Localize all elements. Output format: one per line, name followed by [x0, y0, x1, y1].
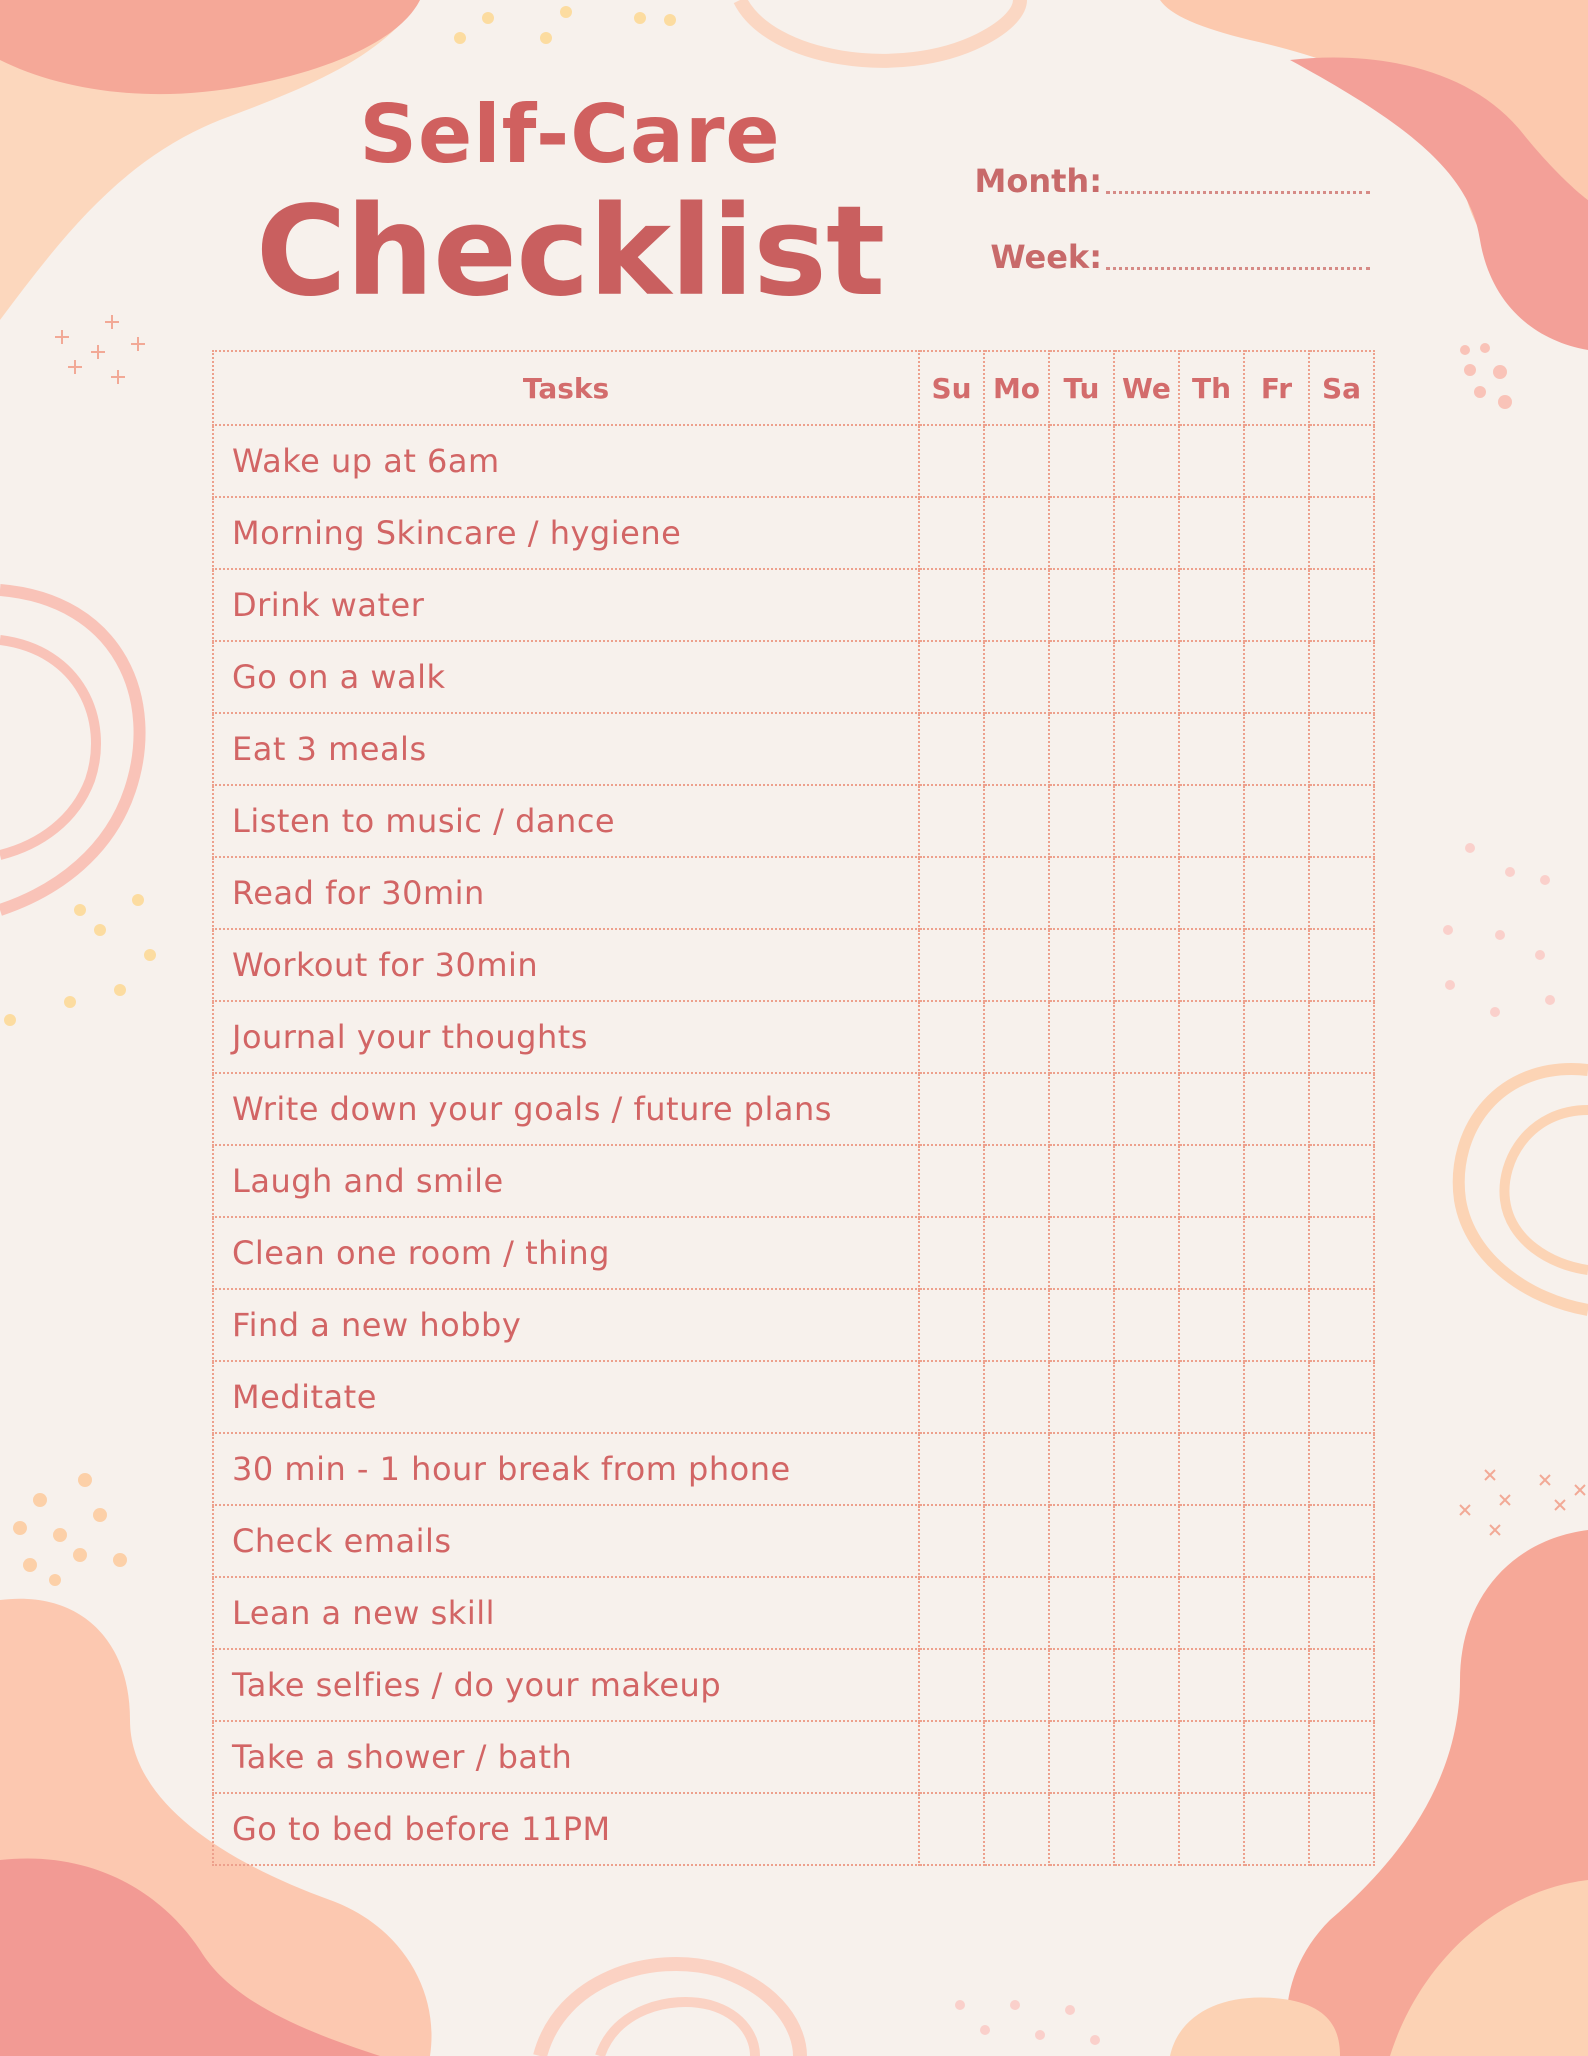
check-cell-fr[interactable] [1244, 713, 1309, 785]
check-cell-th[interactable] [1179, 425, 1244, 497]
check-cell-we[interactable] [1114, 497, 1179, 569]
check-cell-mo[interactable] [984, 1289, 1049, 1361]
check-cell-fr[interactable] [1244, 497, 1309, 569]
check-cell-su[interactable] [919, 1793, 984, 1865]
check-cell-we[interactable] [1114, 1001, 1179, 1073]
check-cell-tu[interactable] [1049, 1649, 1114, 1721]
task-row [213, 1361, 1374, 1433]
check-cell-mo[interactable] [984, 569, 1049, 641]
check-cell-we[interactable] [1114, 785, 1179, 857]
arc-right-outer [1459, 1069, 1588, 1310]
task-row [213, 1721, 1374, 1793]
check-cell-we[interactable] [1114, 1217, 1179, 1289]
check-cell-tu[interactable] [1049, 497, 1114, 569]
check-cell-mo[interactable] [984, 1433, 1049, 1505]
check-cell-sa[interactable] [1309, 1505, 1374, 1577]
task-label: Take selfies / do your makeup [213, 1649, 919, 1721]
check-cell-tu[interactable] [1049, 929, 1114, 1001]
check-cell-th[interactable] [1179, 1721, 1244, 1793]
task-row [213, 641, 1374, 713]
check-cell-su[interactable] [919, 929, 984, 1001]
task-label: Read for 30min [213, 857, 919, 929]
task-row [213, 1073, 1374, 1145]
check-cell-su[interactable] [919, 785, 984, 857]
check-cell-su[interactable] [919, 569, 984, 641]
check-cell-we[interactable] [1114, 1433, 1179, 1505]
day-header-th: Th [1179, 351, 1244, 425]
check-cell-we[interactable] [1114, 857, 1179, 929]
task-label: Go on a walk [213, 641, 919, 713]
day-header-su: Su [919, 351, 984, 425]
check-cell-th[interactable] [1179, 1289, 1244, 1361]
check-cell-we[interactable] [1114, 425, 1179, 497]
task-label: Workout for 30min [213, 929, 919, 1001]
check-cell-th[interactable] [1179, 1001, 1244, 1073]
check-cell-tu[interactable] [1049, 641, 1114, 713]
check-cell-su[interactable] [919, 1289, 984, 1361]
dots-right-middle [1443, 843, 1555, 1017]
task-row [213, 569, 1374, 641]
check-cell-we[interactable] [1114, 1145, 1179, 1217]
check-cell-fr[interactable] [1244, 1577, 1309, 1649]
dots-bottom-left [13, 1473, 127, 1586]
task-label: Go to bed before 11PM [213, 1793, 919, 1865]
check-cell-sa[interactable] [1309, 1649, 1374, 1721]
check-cell-mo[interactable] [984, 641, 1049, 713]
check-cell-su[interactable] [919, 713, 984, 785]
arc-top-center [740, 0, 1020, 61]
check-cell-su[interactable] [919, 1505, 984, 1577]
task-label: Laugh and smile [213, 1145, 919, 1217]
check-cell-mo[interactable] [984, 1217, 1049, 1289]
check-cell-we[interactable] [1114, 1289, 1179, 1361]
dots-top [454, 6, 676, 44]
check-cell-tu[interactable] [1049, 425, 1114, 497]
day-header-sa: Sa [1309, 351, 1374, 425]
task-label: Eat 3 meals [213, 713, 919, 785]
check-cell-th[interactable] [1179, 1073, 1244, 1145]
check-cell-we[interactable] [1114, 569, 1179, 641]
check-cell-su[interactable] [919, 425, 984, 497]
check-cell-th[interactable] [1179, 569, 1244, 641]
check-cell-mo[interactable] [984, 1073, 1049, 1145]
check-cell-su[interactable] [919, 857, 984, 929]
title-line-1: Self-Care [359, 88, 781, 181]
check-cell-tu[interactable] [1049, 1361, 1114, 1433]
check-cell-we[interactable] [1114, 1793, 1179, 1865]
check-cell-mo[interactable] [984, 857, 1049, 929]
check-cell-th[interactable] [1179, 497, 1244, 569]
task-label: Wake up at 6am [213, 425, 919, 497]
check-cell-tu[interactable] [1049, 713, 1114, 785]
task-row [213, 1217, 1374, 1289]
check-cell-we[interactable] [1114, 1721, 1179, 1793]
check-cell-sa[interactable] [1309, 1433, 1374, 1505]
check-cell-su[interactable] [919, 641, 984, 713]
check-cell-mo[interactable] [984, 1505, 1049, 1577]
arc-right-inner [1504, 1110, 1588, 1270]
check-cell-mo[interactable] [984, 1721, 1049, 1793]
task-row [213, 929, 1374, 1001]
task-label: Drink water [213, 569, 919, 641]
day-header-fr: Fr [1244, 351, 1309, 425]
check-cell-tu[interactable] [1049, 1001, 1114, 1073]
check-cell-fr[interactable] [1244, 1073, 1309, 1145]
month-field [960, 150, 1370, 200]
check-cell-su[interactable] [919, 1649, 984, 1721]
task-row [213, 1793, 1374, 1865]
task-label: Take a shower / bath [213, 1721, 919, 1793]
check-cell-th[interactable] [1179, 1649, 1244, 1721]
check-cell-mo[interactable] [984, 1001, 1049, 1073]
day-header-tu: Tu [1049, 351, 1114, 425]
week-field [960, 226, 1370, 276]
dots-bottom-center [955, 2000, 1100, 2045]
task-row [213, 1433, 1374, 1505]
check-cell-fr[interactable] [1244, 1289, 1309, 1361]
check-cell-fr[interactable] [1244, 1361, 1309, 1433]
check-cell-mo[interactable] [984, 425, 1049, 497]
task-row [213, 1505, 1374, 1577]
check-cell-su[interactable] [919, 1721, 984, 1793]
task-row [213, 857, 1374, 929]
day-header-we: We [1114, 351, 1179, 425]
task-row [213, 1289, 1374, 1361]
check-cell-fr[interactable] [1244, 569, 1309, 641]
check-cell-we[interactable] [1114, 929, 1179, 1001]
check-cell-th[interactable] [1179, 857, 1244, 929]
check-cell-tu[interactable] [1049, 1217, 1114, 1289]
check-cell-fr[interactable] [1244, 785, 1309, 857]
check-cell-fr[interactable] [1244, 1433, 1309, 1505]
check-cell-sa[interactable] [1309, 857, 1374, 929]
check-cell-mo[interactable] [984, 1577, 1049, 1649]
task-label: Listen to music / dance [213, 785, 919, 857]
check-cell-fr[interactable] [1244, 641, 1309, 713]
checklist-table [212, 350, 1375, 1866]
arc-left-inner [0, 640, 96, 855]
check-cell-mo[interactable] [984, 1793, 1049, 1865]
check-cell-we[interactable] [1114, 1577, 1179, 1649]
check-cell-fr[interactable] [1244, 857, 1309, 929]
sparkles-left [55, 315, 145, 384]
check-cell-tu[interactable] [1049, 1505, 1114, 1577]
check-cell-mo[interactable] [984, 929, 1049, 1001]
month-input-line[interactable] [1106, 177, 1370, 194]
check-cell-fr[interactable] [1244, 1721, 1309, 1793]
task-row [213, 713, 1374, 785]
check-cell-su[interactable] [919, 1361, 984, 1433]
task-row [213, 497, 1374, 569]
check-cell-sa[interactable] [1309, 497, 1374, 569]
task-label: Check emails [213, 1505, 919, 1577]
task-label: Write down your goals / future plans [213, 1073, 919, 1145]
header-row [213, 351, 1374, 425]
dots-left-middle [4, 894, 156, 1026]
tasks-header: Tasks [213, 351, 919, 425]
check-cell-tu[interactable] [1049, 1433, 1114, 1505]
check-cell-tu[interactable] [1049, 1073, 1114, 1145]
check-cell-mo[interactable] [984, 785, 1049, 857]
check-cell-th[interactable] [1179, 1505, 1244, 1577]
check-cell-sa[interactable] [1309, 785, 1374, 857]
task-row [213, 785, 1374, 857]
check-cell-th[interactable] [1179, 785, 1244, 857]
blob-top-left-dark [0, 0, 420, 94]
check-cell-tu[interactable] [1049, 1145, 1114, 1217]
crosses-bottom-right [1460, 1470, 1585, 1535]
check-cell-fr[interactable] [1244, 1793, 1309, 1865]
check-cell-we[interactable] [1114, 1073, 1179, 1145]
check-cell-sa[interactable] [1309, 929, 1374, 1001]
check-cell-tu[interactable] [1049, 1793, 1114, 1865]
check-cell-th[interactable] [1179, 929, 1244, 1001]
check-cell-th[interactable] [1179, 1793, 1244, 1865]
check-cell-we[interactable] [1114, 1505, 1179, 1577]
check-cell-we[interactable] [1114, 1361, 1179, 1433]
check-cell-sa[interactable] [1309, 1721, 1374, 1793]
title-line-2: Checklist [255, 180, 885, 324]
check-cell-tu[interactable] [1049, 785, 1114, 857]
check-cell-sa[interactable] [1309, 1361, 1374, 1433]
check-cell-sa[interactable] [1309, 1289, 1374, 1361]
task-row [213, 1649, 1374, 1721]
check-cell-sa[interactable] [1309, 1073, 1374, 1145]
check-cell-sa[interactable] [1309, 641, 1374, 713]
arc-bottom-center [540, 1964, 800, 2056]
check-cell-mo[interactable] [984, 497, 1049, 569]
check-cell-fr[interactable] [1244, 1505, 1309, 1577]
task-label: Journal your thoughts [213, 1001, 919, 1073]
month-label: Month: [974, 162, 1102, 200]
check-cell-tu[interactable] [1049, 857, 1114, 929]
check-cell-fr[interactable] [1244, 425, 1309, 497]
task-label: Meditate [213, 1361, 919, 1433]
check-cell-mo[interactable] [984, 1145, 1049, 1217]
task-label: Morning Skincare / hygiene [213, 497, 919, 569]
check-cell-we[interactable] [1114, 641, 1179, 713]
check-cell-su[interactable] [919, 1001, 984, 1073]
check-cell-mo[interactable] [984, 1361, 1049, 1433]
task-label: Find a new hobby [213, 1289, 919, 1361]
check-cell-fr[interactable] [1244, 1217, 1309, 1289]
check-cell-tu[interactable] [1049, 569, 1114, 641]
task-label: Clean one room / thing [213, 1217, 919, 1289]
check-cell-sa[interactable] [1309, 1793, 1374, 1865]
task-row [213, 1001, 1374, 1073]
check-cell-th[interactable] [1179, 1361, 1244, 1433]
check-cell-su[interactable] [919, 1073, 984, 1145]
check-cell-th[interactable] [1179, 713, 1244, 785]
check-cell-su[interactable] [919, 1577, 984, 1649]
check-cell-sa[interactable] [1309, 425, 1374, 497]
week-label: Week: [990, 238, 1102, 276]
check-cell-mo[interactable] [984, 713, 1049, 785]
task-row [213, 425, 1374, 497]
check-cell-we[interactable] [1114, 713, 1179, 785]
day-header-mo: Mo [984, 351, 1049, 425]
check-cell-sa[interactable] [1309, 1577, 1374, 1649]
task-label: 30 min - 1 hour break from phone [213, 1433, 919, 1505]
week-input-line[interactable] [1106, 253, 1370, 270]
check-cell-fr[interactable] [1244, 1649, 1309, 1721]
check-cell-fr[interactable] [1244, 929, 1309, 1001]
check-cell-sa[interactable] [1309, 1001, 1374, 1073]
check-cell-tu[interactable] [1049, 1721, 1114, 1793]
check-cell-fr[interactable] [1244, 1001, 1309, 1073]
arc-left-outer [0, 590, 140, 910]
check-cell-th[interactable] [1179, 1433, 1244, 1505]
task-label: Lean a new skill [213, 1577, 919, 1649]
check-cell-su[interactable] [919, 1217, 984, 1289]
check-cell-su[interactable] [919, 497, 984, 569]
check-cell-fr[interactable] [1244, 1145, 1309, 1217]
check-cell-mo[interactable] [984, 1649, 1049, 1721]
check-cell-th[interactable] [1179, 641, 1244, 713]
check-cell-sa[interactable] [1309, 1145, 1374, 1217]
check-cell-we[interactable] [1114, 1649, 1179, 1721]
check-cell-th[interactable] [1179, 1217, 1244, 1289]
task-row [213, 1577, 1374, 1649]
task-row [213, 1145, 1374, 1217]
check-cell-su[interactable] [919, 1433, 984, 1505]
check-cell-su[interactable] [919, 1145, 984, 1217]
check-cell-sa[interactable] [1309, 569, 1374, 641]
check-cell-th[interactable] [1179, 1577, 1244, 1649]
check-cell-tu[interactable] [1049, 1289, 1114, 1361]
dots-right-top [1460, 343, 1512, 409]
check-cell-sa[interactable] [1309, 713, 1374, 785]
check-cell-tu[interactable] [1049, 1577, 1114, 1649]
check-cell-sa[interactable] [1309, 1217, 1374, 1289]
arc-bottom-center-inner [600, 2002, 755, 2056]
check-cell-th[interactable] [1179, 1145, 1244, 1217]
